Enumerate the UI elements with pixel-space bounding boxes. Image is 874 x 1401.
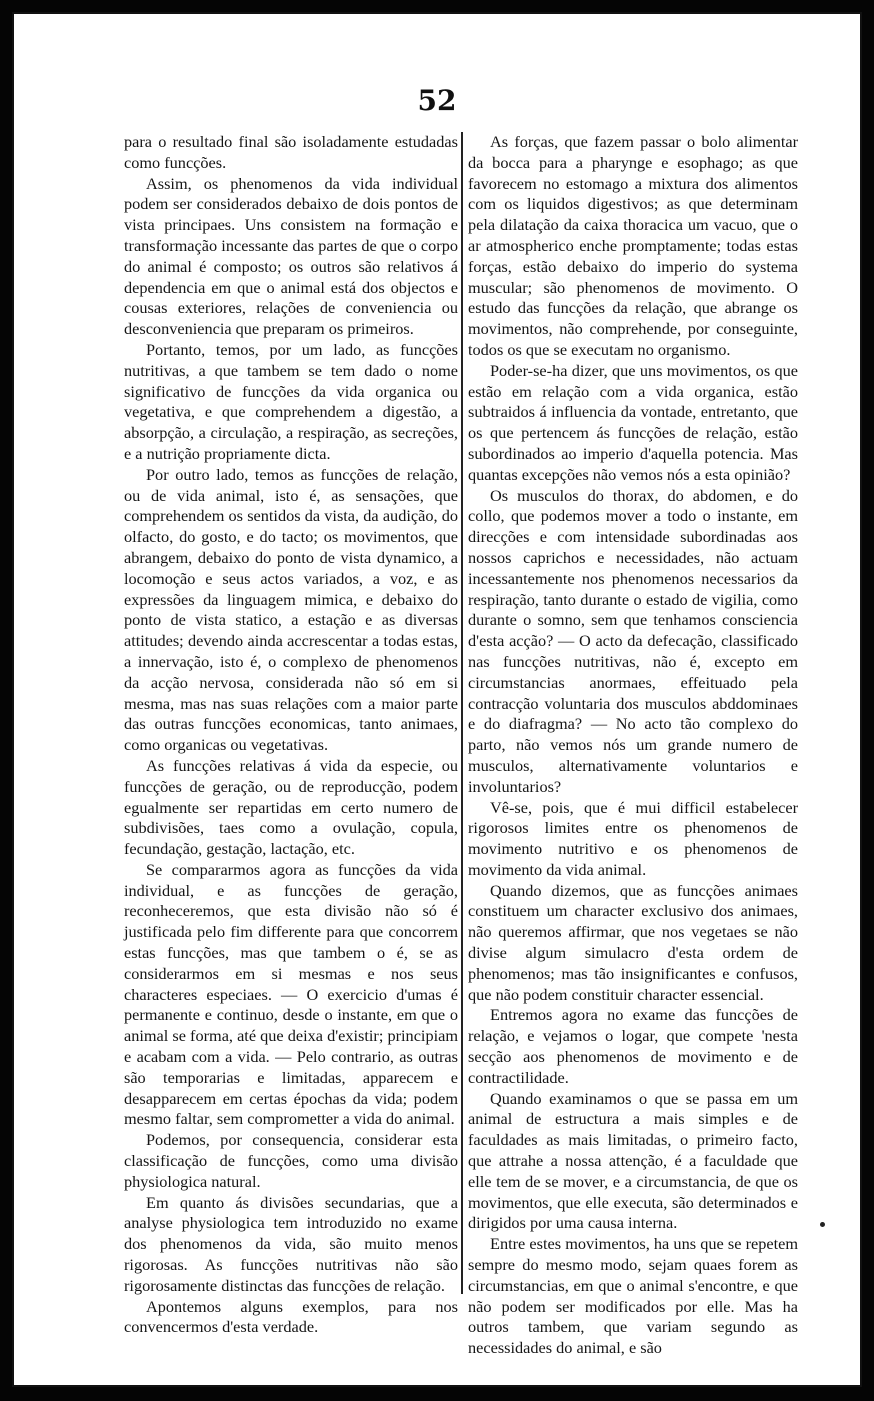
paragraph: Por outro lado, temos as funcções de relação, ou de vida animal, isto é, as sensações, que comprehendem os sentidos da vista, da audição, do olfacto, do gosto, e do tacto; os movimentos, que abrangem, debaixo do ponto de vista dynamico, a locomoção e seus actos variados, a voz, e as expressões da linguagem mimica, e debaixo do ponto de vista statico, a estação e as diversas attitudes; devendo ainda accrescentar a todas estas, a innervação, isto é, o complexo de phenomenos da acção nervosa, considerada não só em si mesma, mas nas suas relações com a maior parte das outras funcções economicas, tanto animaes, como organicas ou vegetativas. xyxy=(124,464,458,755)
right-column xyxy=(468,132,798,1359)
paragraph: para o resultado final são isoladamente estudadas como funcções. xyxy=(124,132,458,172)
paragraph: As funcções relativas á vida da especie, ou funcções de geração, ou de reproducção, podem egualmente ser repartidas em certo numero de subdivisões, taes como a ovulação, copula, fecundação, gestação, lactação, etc. xyxy=(124,755,458,859)
paragraph: Poder-se-ha dizer, que uns movimentos, os que estão em relação com a vida organica, estão subtraidos á influencia da vontade, entretanto, que os que pertencem ás funcções de relação, estão subordinados ao imperio d'aquella potencia. Mas quantas excepções não vemos nós a esta opinião? xyxy=(468,360,798,484)
document-page xyxy=(12,12,862,1387)
paragraph: Quando examinamos o que se passa em um animal de estructura a mais simples e de faculdades as mais limitadas, o primeiro facto, que attrahe a nossa attenção, é a faculdade que elle tem de se mover, e a circumstancia, de que os movimentos, que elle executa, são determinados e dirigidos por uma causa interna. xyxy=(468,1088,798,1233)
paragraph: As forças, que fazem passar o bolo alimentar da bocca para a pharynge e esophago; as que favorecem no estomago a mixtura dos alimentos com os liquidos digestivos; as que determinam pela dilatação da caixa thoracica um vacuo, que o ar atmospherico enche promptamente; todas estas forças, estão debaixo do imperio do systema muscular; são phenomenos de movimento. O estudo das funcções da relação, que abrange os movimentos, não comprehende, por conseguinte, todos os que se executam no organismo. xyxy=(468,132,798,359)
left-column xyxy=(124,132,458,1338)
ink-speck xyxy=(820,1222,825,1227)
paragraph: Entremos agora no exame das funcções de relação, e vejamos o logar, que compete 'nesta secção aos phenomenos de movimento e de contractilidade. xyxy=(468,1005,798,1087)
paragraph: Se compararmos agora as funcções da vida individual, e as funcções de geração, reconheceremos, que esta divisão não só é justificada pelo fim differente para que concorrem estas funcções, mas que tambem o é, se as considerarmos em si mesmas e nos seus characteres especiaes. — O exercicio d'umas é permanente e continuo, desde o instante, em que o animal se forma, até que deixa d'existir; principiam e acabam com a vida. — Pelo contrario, as outras são temporarias e limitadas, apparecem e desapparecem em certas épochas da vida; podem mesmo faltar, sem comprometter a vida do animal. xyxy=(124,859,458,1129)
paragraph: Os musculos do thorax, do abdomen, e do collo, que podemos mover a todo o instante, em direcções e com intensidade subordinadas aos nossos caprichos e necessidades, não actuam incessantemente nos phenomenos necessarios da respiração, tanto durante o estado de vigilia, como durante o somno, sem que tenhamos consciencia d'esta acção? — O acto da defecação, classificado nas funcções nutritivas, não é, excepto em circumstancias anormaes, effeituado pela contracção voluntaria dos musculos abddominaes e do diafragma? — No acto tão complexo do parto, não vemos nós um grande numero de musculos, alternativamente voluntarios e involuntarios? xyxy=(468,485,798,796)
paragraph: Apontemos alguns exemplos, para nos convencermos d'esta verdade. xyxy=(124,1296,458,1337)
paragraph: Quando dizemos, que as funcções animaes constituem um character exclusivo dos animaes, não queremos affirmar, que nos vegetaes se não divise algum simulacro d'esta ordem de phenomenos; mas tão insignificantes e confusos, que não podem constituir character essencial. xyxy=(468,880,798,1004)
column-divider xyxy=(461,132,463,1294)
paragraph: Entre estes movimentos, ha uns que se repetem sempre do mesmo modo, sejam quaes forem as circumstancias, em que o animal s'encontre, e que não podem ser modificados por elle. Mas ha outros tambem, que variam segundo as necessidades do animal, e são xyxy=(468,1234,798,1358)
page-number: 52 xyxy=(417,84,457,117)
paragraph: Assim, os phenomenos da vida individual podem ser considerados debaixo de dois pontos de vista principaes. Uns consistem na formação e transformação incessante das partes de que o corpo do animal é composto; os outros são relativos á dependencia em que o animal está dos objectos e cousas exteriores, relações de conveniencia ou desconveniencia que preparam os primeiros. xyxy=(124,173,458,339)
paragraph: Vê-se, pois, que é mui difficil estabelecer rigorosos limites entre os phenomenos de movimento nutritivo e os phenomenos de movimento da vida animal. xyxy=(468,797,798,879)
paragraph: Podemos, por consequencia, considerar esta classificação de funcções, como uma divisão physiologica natural. xyxy=(124,1130,458,1191)
paragraph: Em quanto ás divisões secundarias, que a analyse physiologica tem introduzido no exame dos phenomenos da vida, são muito menos rigorosas. As funcções nutritivas não são rigorosamente distinctas das funcções de relação. xyxy=(124,1192,458,1295)
paragraph: Portanto, temos, por um lado, as funcções nutritivas, a que tambem se tem dado o nome significativo de funcções da vida organica ou vegetativa, e que comprehendem a digestão, a absorpção, a circulação, a respiração, as secreções, e a nutrição propriamente dicta. xyxy=(124,339,458,463)
